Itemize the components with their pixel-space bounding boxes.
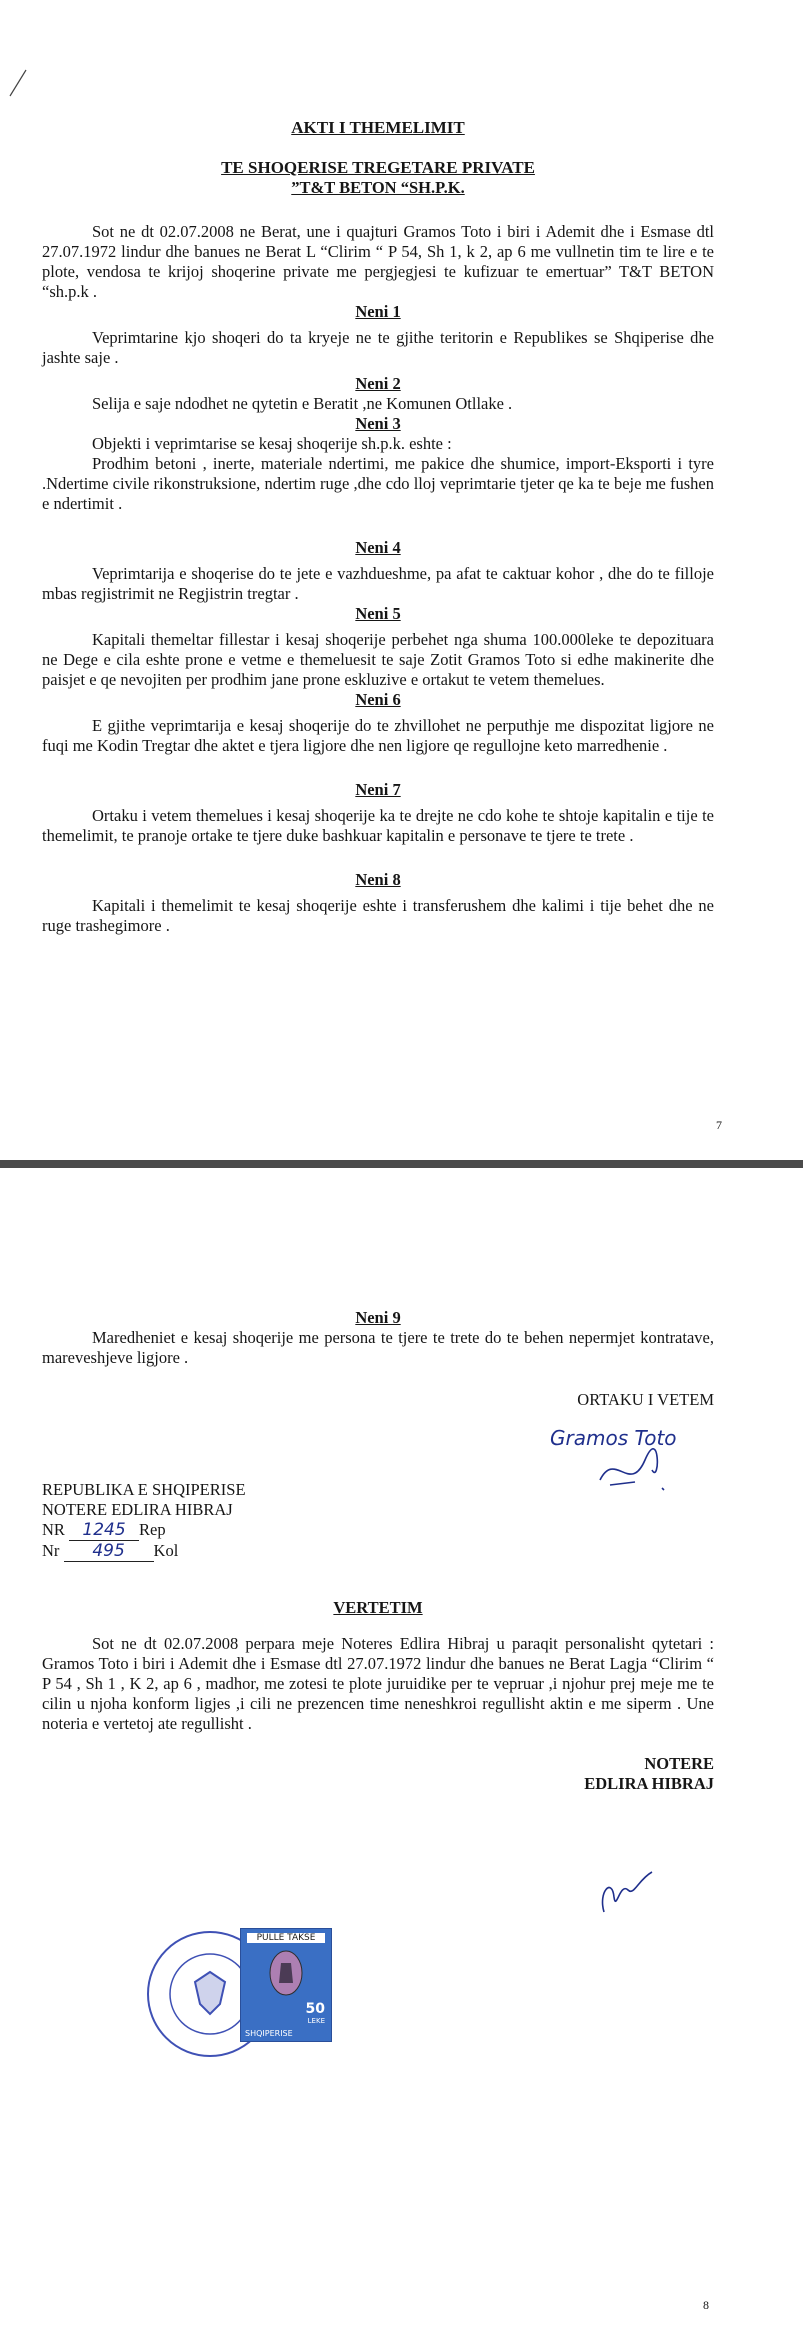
partner-signature-scribble-icon [590,1440,670,1500]
tax-stamp-emblem-icon [241,1943,331,2003]
nr-rep-label: NR [42,1520,65,1539]
page-separator [0,1160,803,1168]
nr-rep-value: 1245 [69,1520,139,1541]
nr-kol-value: 495 [64,1541,154,1562]
neni-1-text: Veprimtarine kjo shoqeri do ta kryeje ne te gjithe teritorin e Republikes se Shqiperise dhe jashte saje . [42,328,714,367]
page2-body [42,1308,714,1410]
signoff-title: NOTERE [644,1754,714,1773]
partner-label: ORTAKU I VETEM [577,1390,714,1409]
partner-signature-text: Gramos Toto [550,1426,677,1450]
neni-6-heading: Neni 6 [355,690,401,709]
tax-stamp-value: 50 [305,2001,325,2017]
vertetim-section [42,1598,714,1794]
neni-2-text: Selija e saje ndodhet ne qytetin e Beratit ,ne Komunen Otllake . [92,394,513,413]
neni-6-text: E gjithe veprimtarija e kesaj shoqerije do te zhvillohet ne perputhje me dispozitat ligjore ne fuqi me Kodin Tregtar dhe aktet e tjera ligjore dhe nen ligjore qe regullojne keto marredhenie . [42,716,714,755]
page-number-8: 8 [703,2298,709,2312]
notary-header [42,1480,402,1562]
tax-stamp-footer: SHQIPERISE [245,2029,293,2038]
neni-2-heading: Neni 2 [355,374,401,393]
nr-rep-line [42,1520,402,1541]
tax-stamp-currency: LEKE [307,2017,325,2025]
notary-signature-icon [590,1862,660,1922]
vertetim-text: Sot ne dt 02.07.2008 perpara meje Noteres Edlira Hibraj u paraqit personalisht qytetari : Gramos Toto i biri i Ademit dhe i Esmase dtl 27.07.1972 lindur dhe banues ne Berat Lagja “Clirim “ P 54 , Sh 1 , K 2, ap 6 , madhor, me zotesi te plote juruidike per te vepruar ,i njohur prej meje me te cilin u njoha konform ligjes ,i cili ne prezencen time neneshkroi regullisht aktin e me siperm . Une noteria e vertetoj ate regullisht . [42,1634,714,1733]
tax-stamp [240,1928,332,2042]
pen-mark-icon [8,68,28,98]
neni-3-heading: Neni 3 [355,414,401,433]
intro-paragraph: Sot ne dt 02.07.2008 ne Berat, une i quajturi Gramos Toto i biri i Ademit dhe i Esmase dtl 27.07.1972 lindur dhe banues ne Berat L “Clirim “ P 54, Sh 1, k 2, ap 6 me vullnetin tim te lire e te plote, vendosa te krijoj shoqerine private me pergjegjesi te kufizuar te emertuar” T&T BETON “sh.p.k . [42,222,714,301]
nr-kol-line [42,1541,402,1562]
vertetim-title: VERTETIM [333,1598,423,1617]
kol-suffix: Kol [153,1541,179,1560]
neni-4-text: Veprimtarija e shoqerise do te jete e vazhdueshme, pa afat te caktuar kohor , dhe do te filloje mbas regjistrimit ne Regjistrin tregtar . [42,564,714,603]
document-title: AKTI I THEMELIMIT [291,118,465,137]
neni-5-text: Kapitali themeltar fillestar i kesaj shoqerije perbehet nga shuma 100.000leke te depozituara ne Dege e cila eshte prone e vetme e themeluesit te saje Zotit Gramos Toto si edhe makinerite dhe paisjet e qe nevojiten per prodhim jane prone eskluzive e ortakut te vetem themelues. [42,630,714,689]
notary-line: NOTERE EDLIRA HIBRAJ [42,1500,233,1519]
neni-9-heading: Neni 9 [355,1308,401,1327]
document-page-1 [0,0,803,1160]
document-page-2 [0,1168,803,2340]
tax-stamp-header: PULLE TAKSE [247,1933,325,1943]
rep-suffix: Rep [139,1520,166,1539]
neni-3-text-2: Prodhim betoni , inerte, materiale ndertimi, me pakice dhe shumice, import-Eksporti i tyre .Ndertime civile rikonstruksione, ndertim ruge ,dhe cdo lloj veprimtarie tjeter qe ka te beje me fushen e ndertimit . [42,454,714,513]
neni-1-heading: Neni 1 [355,302,401,321]
document-subtitle-2: ”T&T BETON “SH.P.K. [291,178,465,197]
neni-3-text-1: Objekti i veprimtarise se kesaj shoqerije sh.p.k. eshte : [92,434,452,453]
signoff-name: EDLIRA HIBRAJ [584,1774,714,1793]
neni-4-heading: Neni 4 [355,538,401,557]
nr-kol-label: Nr [42,1541,60,1560]
neni-8-text: Kapitali i themelimit te kesaj shoqerije eshte i transferushem dhe kalimi i tije behet dhe ne ruge trashegimore . [42,896,714,935]
neni-5-heading: Neni 5 [355,604,401,623]
republic-line: REPUBLIKA E SHQIPERISE [42,1480,246,1499]
neni-7-text: Ortaku i vetem themelues i kesaj shoqerije ka te drejte ne cdo kohe te shtoje kapitalin e tije te themelimit, te pranoje ortake te tjere duke bashkuar kapitalin e personave te tjere te trete . [42,806,714,845]
neni-7-heading: Neni 7 [355,780,401,799]
neni-8-heading: Neni 8 [355,870,401,889]
neni-9-text: Maredheniet e kesaj shoqerije me persona te tjere te trete do te behen nepermjet kontratave, mareveshjeve ligjore . [42,1328,714,1367]
page-number-7: 7 [716,1118,722,1132]
page1-body [42,118,714,936]
document-subtitle-1: TE SHOQERISE TREGETARE PRIVATE [221,158,535,177]
